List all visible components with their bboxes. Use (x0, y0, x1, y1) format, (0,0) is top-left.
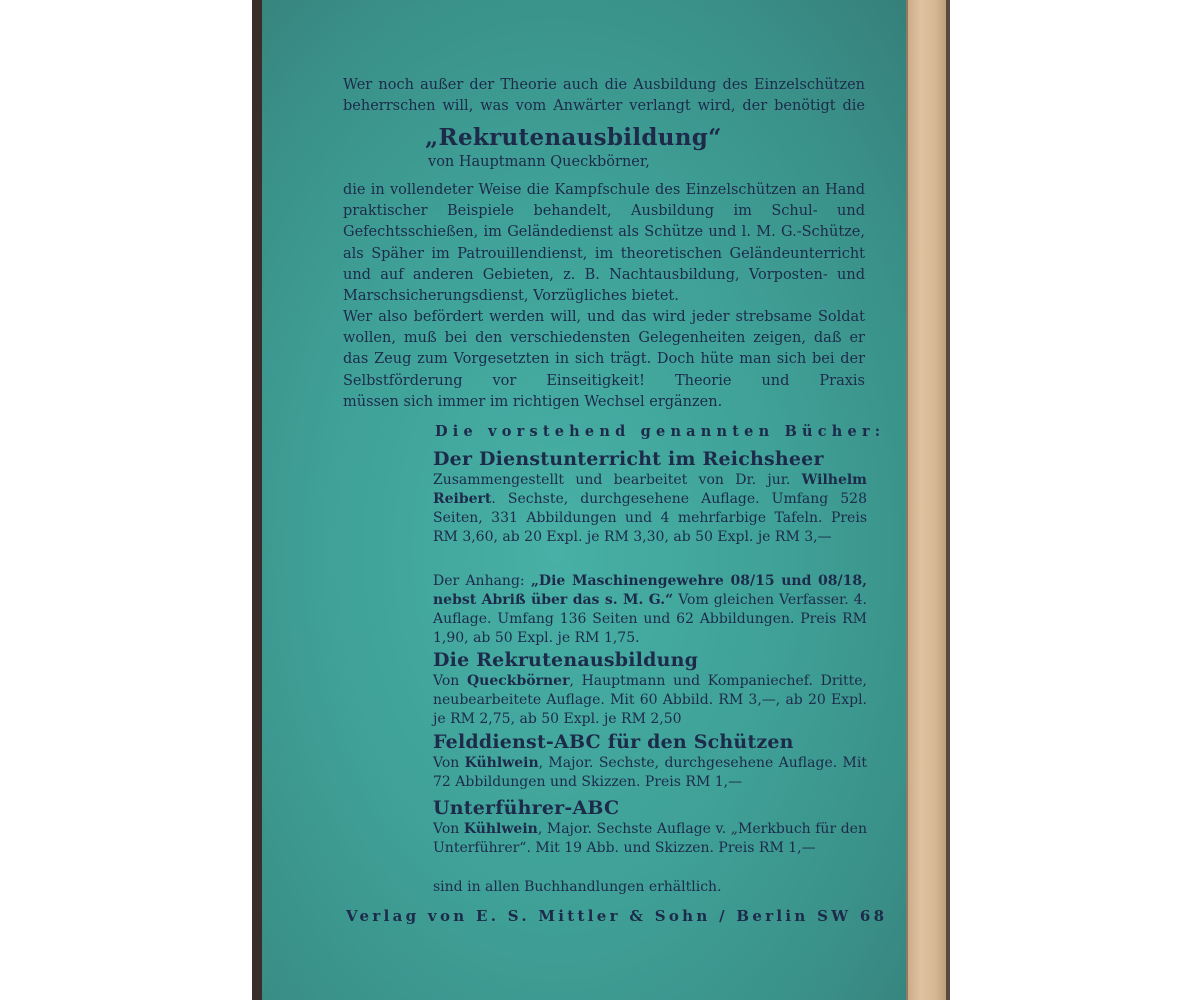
book-entry-felddienst-abc (433, 730, 867, 792)
page-edge (906, 0, 948, 1000)
book-title: Die Rekrutenausbildung (433, 649, 699, 671)
book-author: Wilhelm Reibert (433, 472, 867, 507)
book-title: Felddienst-ABC für den Schützen (433, 731, 794, 753)
availability-note: sind in allen Buchhandlungen erhältlich. (433, 879, 722, 895)
book-title: Der Dienstunterricht im Reichsheer (433, 448, 824, 470)
description-last-line: Marschsicherungsdienst, Vorzügliches bietet. (343, 288, 679, 305)
intro-paragraph (343, 75, 865, 117)
book-author: Kühlwein (464, 755, 539, 771)
book-entry-rekrutenausbildung (433, 648, 867, 729)
appendix-title: „Die Maschinengewehre 08/15 und 08/18, nebst Abriß über das s. M. G.“ (433, 573, 867, 608)
featured-book-author: von Hauptmann Queckbörner, (428, 154, 650, 170)
page-edge-line (906, 0, 908, 1000)
book-title: Unterführer-ABC (433, 797, 620, 819)
book-author: Kühlwein (463, 821, 538, 837)
book-description: Von Queckbörner, Hauptmann und Kompaniechef. Dritte, neubearbeitete Auflage. Mit 60 Abbild. RM 3,—, ab 20 Expl. je RM 2,75, ab 50 Expl. je RM 2,50 (433, 673, 867, 727)
featured-book-title: „Rekrutenausbildung“ (425, 124, 722, 151)
books-heading: Die vorstehend genannten Bücher: (435, 423, 886, 440)
advice-last-line: müssen sich immer im richtigen Wechsel ergänzen. (343, 393, 723, 410)
book-entry-dienstunterricht (433, 447, 867, 547)
book-description: Zusammengestellt und bearbeitet von Dr. jur. Wilhelm Reibert. Sechste, durchgesehene Auflage. Umfang 528 Seiten, 331 Abbildungen und 4 mehrfarbige Tafeln. Preis RM 3,60, ab 20 Expl. je RM 3,30, ab 50 Expl. je RM 3,— (433, 472, 867, 545)
right-shadow (946, 0, 950, 1000)
intro-line-1: Wer noch außer der Theorie auch die Ausbildung des Einzelschützen (343, 77, 865, 93)
description-paragraph (343, 180, 865, 307)
advice-body: Wer also befördert werden will, und das wird jeder strebsame Soldat wollen, muß bei den verschiedensten Gelegenheiten zeigen, daß er das Zeug zum Vorgesetzten in sich trägt. Doch hüte man sich bei der Selbstförderung vor Einseitigkeit! Theorie und Praxis (343, 309, 865, 389)
publisher-imprint: Verlag von E. S. Mittler & Sohn / Berlin SW 68 (346, 907, 888, 925)
intro-line-2: beherrschen will, was vom Anwärter verlangt wird, der benötigt die (343, 98, 865, 115)
book-description: Von Kühlwein, Major. Sechste Auflage v. „Merkbuch für den Unterführer“. Mit 19 Abb. und Skizzen. Preis RM 1,— (433, 821, 867, 856)
appendix-description: Der Anhang: „Die Maschinengewehre 08/15 und 08/18, nebst Abriß über das s. M. G.“ Vom gleichen Verfasser. 4. Auflage. Umfang 136 Seiten und 62 Abbildungen. Preis RM 1,90, ab 50 Expl. je RM 1,75. (433, 573, 867, 646)
book-author: Queckbörner (466, 673, 570, 689)
description-body: die in vollendeter Weise die Kampfschule des Einzelschützen an Hand praktischer Beispiele behandelt, Ausbildung im Schul- und Gefechtsschießen, im Geländedienst als Schütze und l. M. G.-Schütze, als Späher im Patrouillendienst, im theoretischen Geländeunterricht und auf anderen Gebieten, z. B. Nachtausbildung, Vorposten- und (343, 182, 865, 283)
advice-paragraph (343, 307, 865, 413)
book-entry-unterfuehrer-abc (433, 796, 867, 858)
book-description: Von Kühlwein, Major. Sechste, durchgesehene Auflage. Mit 72 Abbildungen und Skizzen. Preis RM 1,— (433, 755, 867, 790)
book-entry-appendix (433, 572, 867, 648)
